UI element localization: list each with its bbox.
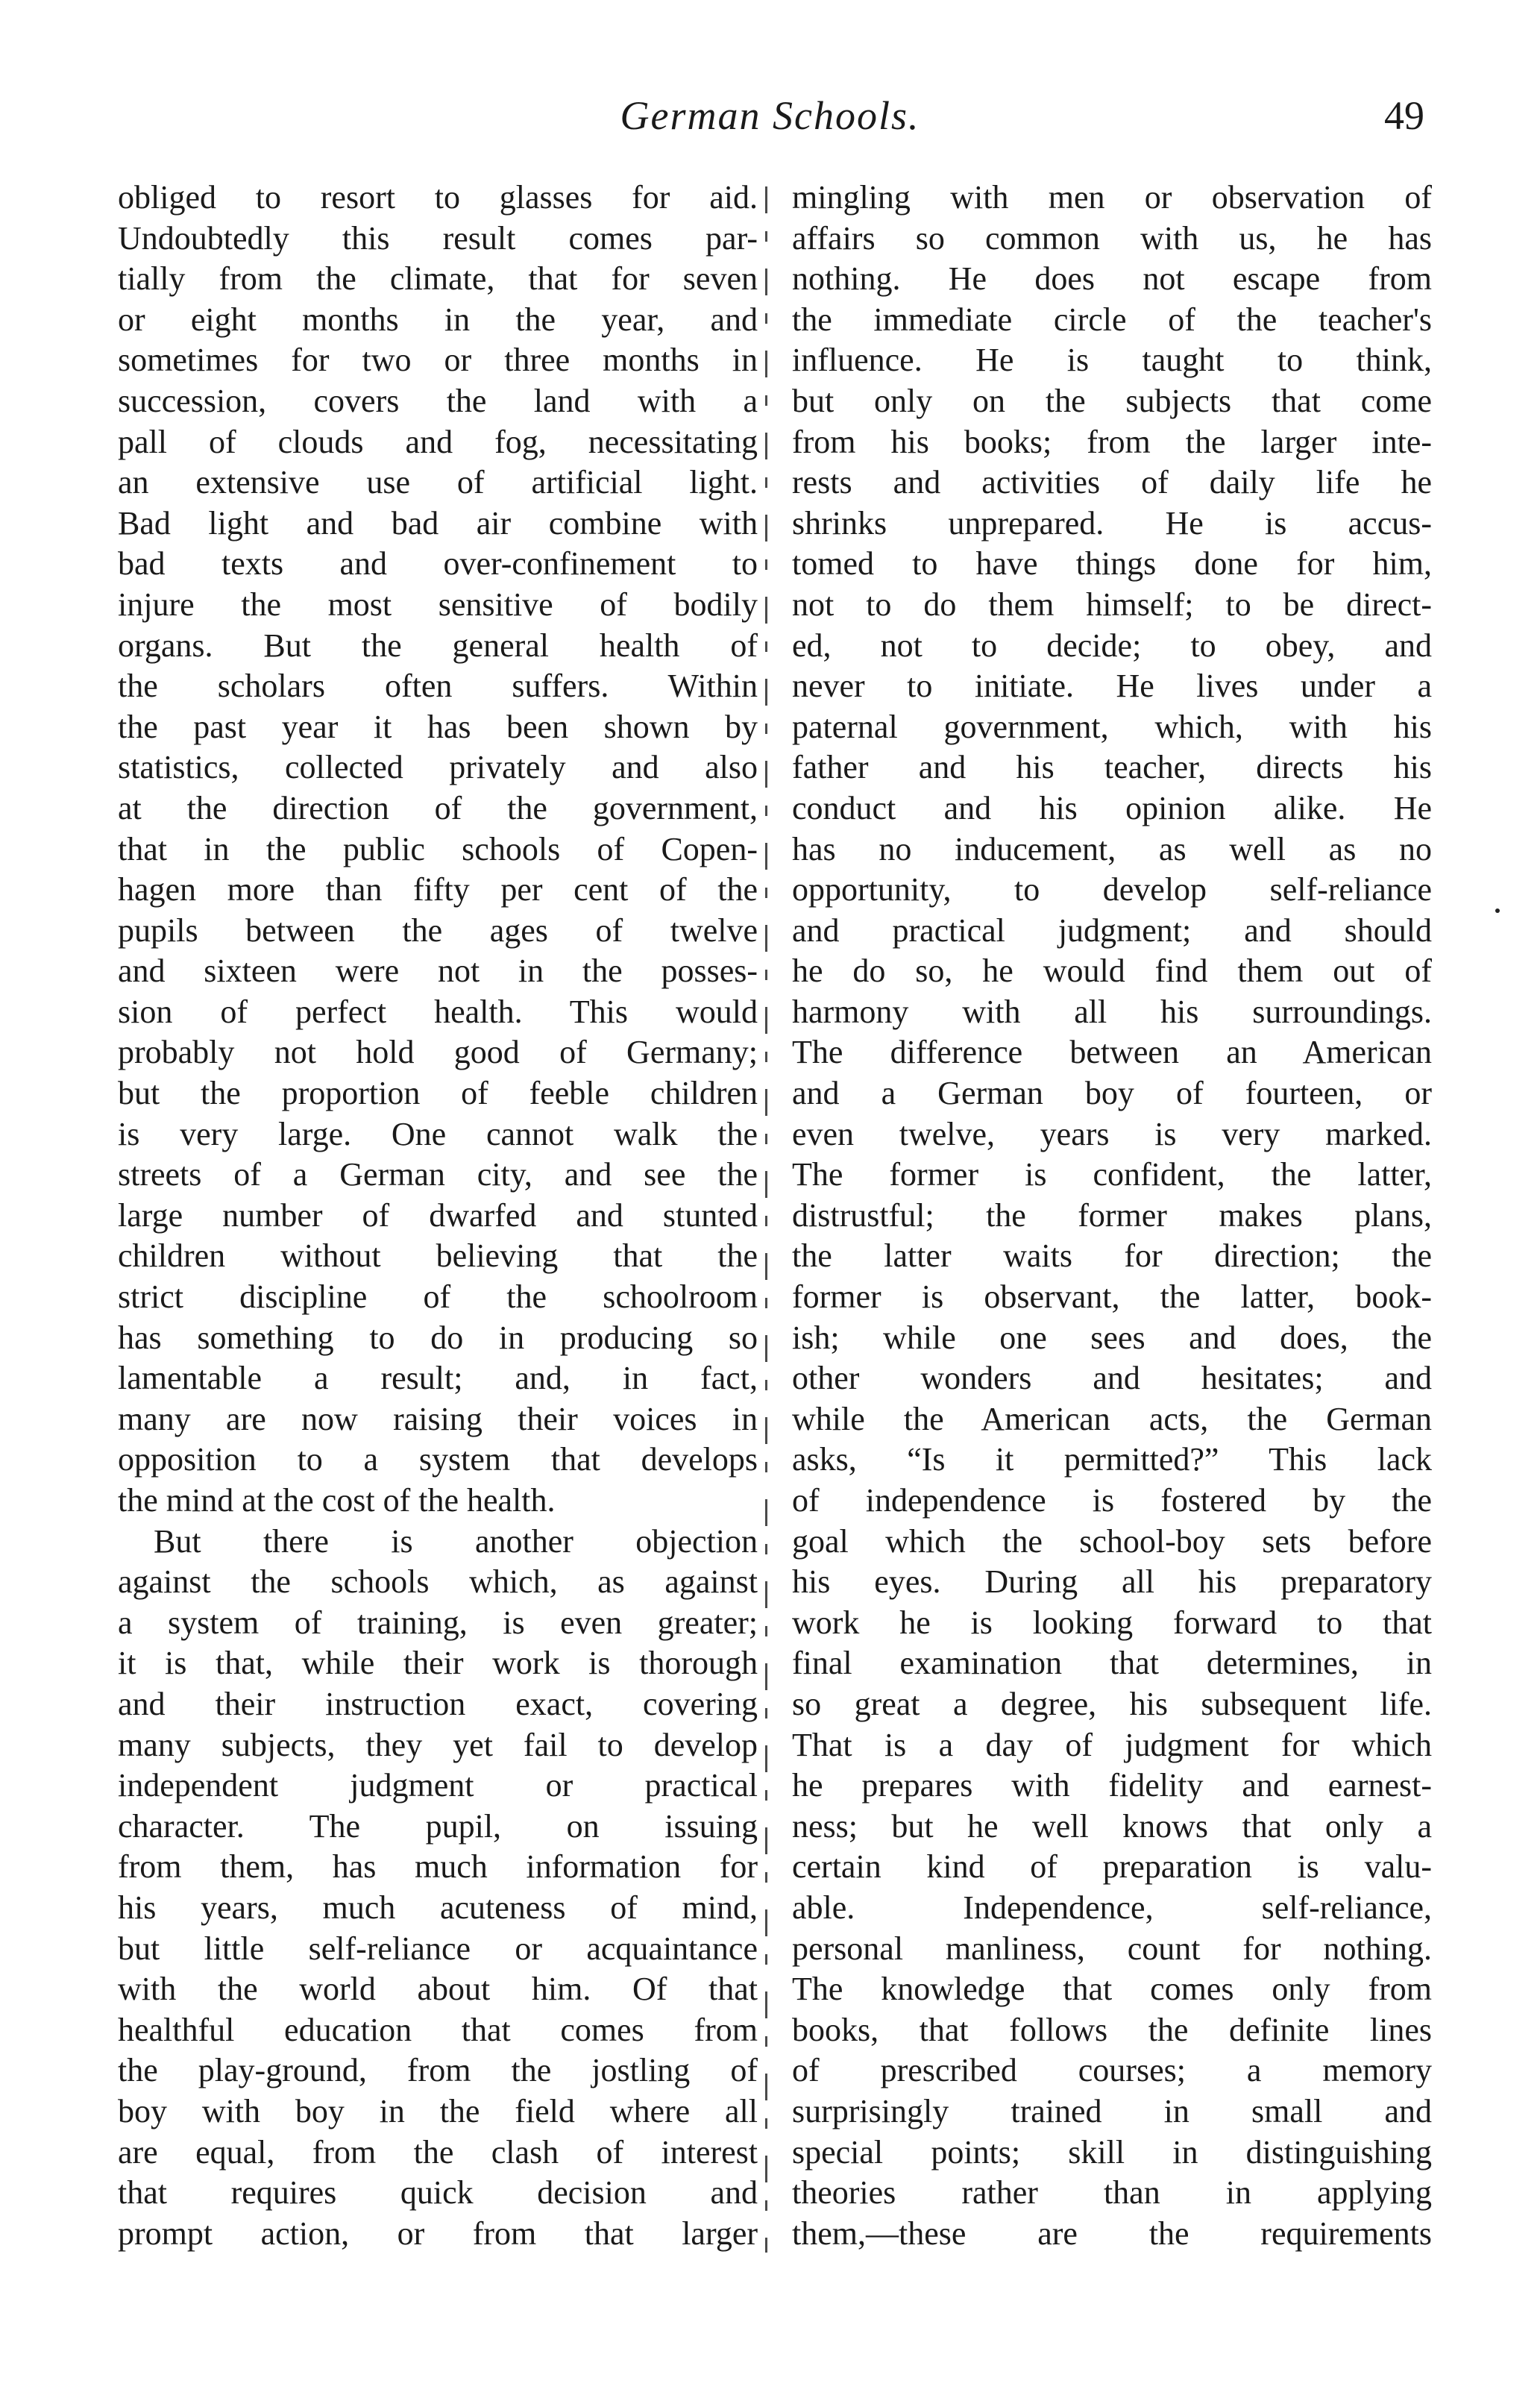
text-line: theories rather than in applying <box>792 2174 1432 2212</box>
text-line: the scholars often suffers. Within <box>118 668 758 705</box>
text-line: prompt action, or from that larger <box>118 2215 758 2252</box>
text-line: is very large. One cannot walk the <box>118 1115 758 1152</box>
text-line: healthful education that comes from <box>118 2011 758 2048</box>
text-line: but only on the subjects that come <box>792 382 1432 419</box>
text-line: opposition to a system that develops <box>118 1441 758 1478</box>
column-divider <box>765 186 767 2253</box>
text-line: them,—these are the requirements <box>792 2215 1432 2252</box>
text-line: with the world about him. Of that <box>118 1971 758 2008</box>
text-line: but the proportion of feeble children <box>118 1075 758 1112</box>
text-line: never to initiate. He lives under a <box>792 668 1432 705</box>
text-line: bad texts and over-confinement to <box>118 545 758 583</box>
text-line: probably not hold good of Germany; <box>118 1034 758 1071</box>
paragraph-start-line: But there is another objection <box>154 1522 758 1560</box>
text-line: father and his teacher, directs his <box>792 749 1432 786</box>
text-line: personal manliness, count for nothing. <box>792 1930 1432 1967</box>
text-line: independent judgment or practical <box>118 1767 758 1804</box>
text-line: but little self-reliance or acquaintance <box>118 1930 758 1967</box>
text-line: special points; skill in distinguishing <box>792 2133 1432 2171</box>
text-line: opportunity, to develop self-reliance <box>792 871 1432 908</box>
text-line: paternal government, which, with his <box>792 708 1432 745</box>
text-line: large number of dwarfed and stunted <box>118 1196 758 1234</box>
text-line: organs. But the general health of <box>118 627 758 664</box>
text-line: injure the most sensitive of bodily <box>118 586 758 623</box>
text-line: tomed to have things done for him, <box>792 545 1432 583</box>
text-line: harmony with all his surroundings. <box>792 993 1432 1030</box>
text-line: The knowledge that comes only from <box>792 1971 1432 2008</box>
text-line: The former is confident, the latter, <box>792 1156 1432 1193</box>
text-line: many are now raising their voices in <box>118 1400 758 1437</box>
text-line: statistics, collected privately and also <box>118 749 758 786</box>
text-line: Bad light and bad air combine with <box>118 504 758 542</box>
text-line: succession, covers the land with a <box>118 382 758 419</box>
text-line: The difference between an American <box>792 1034 1432 1071</box>
text-line: it is that, while their work is thorough <box>118 1645 758 1682</box>
text-line: his years, much acuteness of mind, <box>118 1889 758 1926</box>
text-line: so great a degree, his subsequent life. <box>792 1685 1432 1722</box>
text-line: conduct and his opinion alike. He <box>792 789 1432 826</box>
text-line: while the American acts, the German <box>792 1400 1432 1437</box>
text-line: former is observant, the latter, book- <box>792 1278 1432 1316</box>
text-line: other wonders and hesitates; and <box>792 1360 1432 1397</box>
text-line: obliged to resort to glasses for aid. <box>118 179 758 216</box>
text-line: the immediate circle of the teacher's <box>792 301 1432 338</box>
text-line: shrinks unprepared. He is accus- <box>792 504 1432 542</box>
text-line: sometimes for two or three months in <box>118 342 758 379</box>
paragraph-end-line: the mind at the cost of the health. <box>118 1482 556 1519</box>
text-line: ness; but he well knows that only a <box>792 1807 1432 1845</box>
text-line: has no inducement, as well as no <box>792 830 1432 867</box>
text-line: tially from the climate, that for seven <box>118 260 758 298</box>
text-line: mingling with men or observation of <box>792 179 1432 216</box>
text-line: ed, not to decide; to obey, and <box>792 627 1432 664</box>
text-line: the past year it has been shown by <box>118 708 758 745</box>
right-column <box>792 178 1432 2254</box>
text-line: distrustful; the former makes plans, <box>792 1196 1432 1234</box>
text-line: certain kind of preparation is valu- <box>792 1848 1432 1886</box>
text-line: asks, “Is it permitted?” This lack <box>792 1441 1432 1478</box>
text-line: a system of training, is even greater; <box>118 1604 758 1641</box>
text-line: he prepares with fidelity and earnest- <box>792 1767 1432 1804</box>
text-line: from them, has much information for <box>118 1848 758 1886</box>
text-line: or eight months in the year, and <box>118 301 758 338</box>
text-line: and a German boy of fourteen, or <box>792 1075 1432 1112</box>
text-line: strict discipline of the schoolroom <box>118 1278 758 1316</box>
text-line: and sixteen were not in the posses- <box>118 952 758 990</box>
text-line: affairs so common with us, he has <box>792 219 1432 257</box>
text-line: able. Independence, self-reliance, <box>792 1889 1432 1926</box>
text-line: from his books; from the larger inte- <box>792 423 1432 460</box>
page-number: 49 <box>1384 93 1424 138</box>
ink-speck <box>1495 908 1500 913</box>
left-column <box>118 178 758 2254</box>
text-line: pupils between the ages of twelve <box>118 911 758 949</box>
running-title: German Schools. <box>620 93 920 138</box>
text-line: nothing. He does not escape from <box>792 260 1432 298</box>
text-line: lamentable a result; and, in fact, <box>118 1360 758 1397</box>
text-line: the latter waits for direction; the <box>792 1237 1432 1275</box>
text-line: of independence is fostered by the <box>792 1482 1432 1519</box>
text-line: of prescribed courses; a memory <box>792 2052 1432 2089</box>
text-line: goal which the school-boy sets before <box>792 1522 1432 1560</box>
text-line: many subjects, they yet fail to develop <box>118 1726 758 1763</box>
text-line: character. The pupil, on issuing <box>118 1807 758 1845</box>
text-line: an extensive use of artificial light. <box>118 464 758 501</box>
text-line: has something to do in producing so <box>118 1319 758 1356</box>
text-line: pall of clouds and fog, necessitating <box>118 423 758 460</box>
text-line: influence. He is taught to think, <box>792 342 1432 379</box>
text-line: not to do them himself; to be direct- <box>792 586 1432 623</box>
text-line: surprisingly trained in small and <box>792 2092 1432 2129</box>
text-line: children without believing that the <box>118 1237 758 1275</box>
text-line: books, that follows the definite lines <box>792 2011 1432 2048</box>
text-line: hagen more than fifty per cent of the <box>118 871 758 908</box>
text-line: final examination that determines, in <box>792 1645 1432 1682</box>
text-line: against the schools which, as against <box>118 1563 758 1601</box>
text-line: his eyes. During all his preparatory <box>792 1563 1432 1601</box>
text-line: boy with boy in the field where all <box>118 2092 758 2129</box>
text-line: he do so, he would find them out of <box>792 952 1432 990</box>
text-line: that requires quick decision and <box>118 2174 758 2212</box>
text-line: and their instruction exact, covering <box>118 1685 758 1722</box>
text-line: that in the public schools of Copen- <box>118 830 758 867</box>
text-line: That is a day of judgment for which <box>792 1726 1432 1763</box>
text-line: even twelve, years is very marked. <box>792 1115 1432 1152</box>
running-head <box>0 90 1540 142</box>
text-line: Undoubtedly this result comes par- <box>118 219 758 257</box>
text-line: sion of perfect health. This would <box>118 993 758 1030</box>
text-line: the play-ground, from the jostling of <box>118 2052 758 2089</box>
text-line: are equal, from the clash of interest <box>118 2133 758 2171</box>
text-line: rests and activities of daily life he <box>792 464 1432 501</box>
text-line: and practical judgment; and should <box>792 911 1432 949</box>
text-line: streets of a German city, and see the <box>118 1156 758 1193</box>
text-line: ish; while one sees and does, the <box>792 1319 1432 1356</box>
text-line: at the direction of the government, <box>118 789 758 826</box>
text-line: work he is looking forward to that <box>792 1604 1432 1641</box>
